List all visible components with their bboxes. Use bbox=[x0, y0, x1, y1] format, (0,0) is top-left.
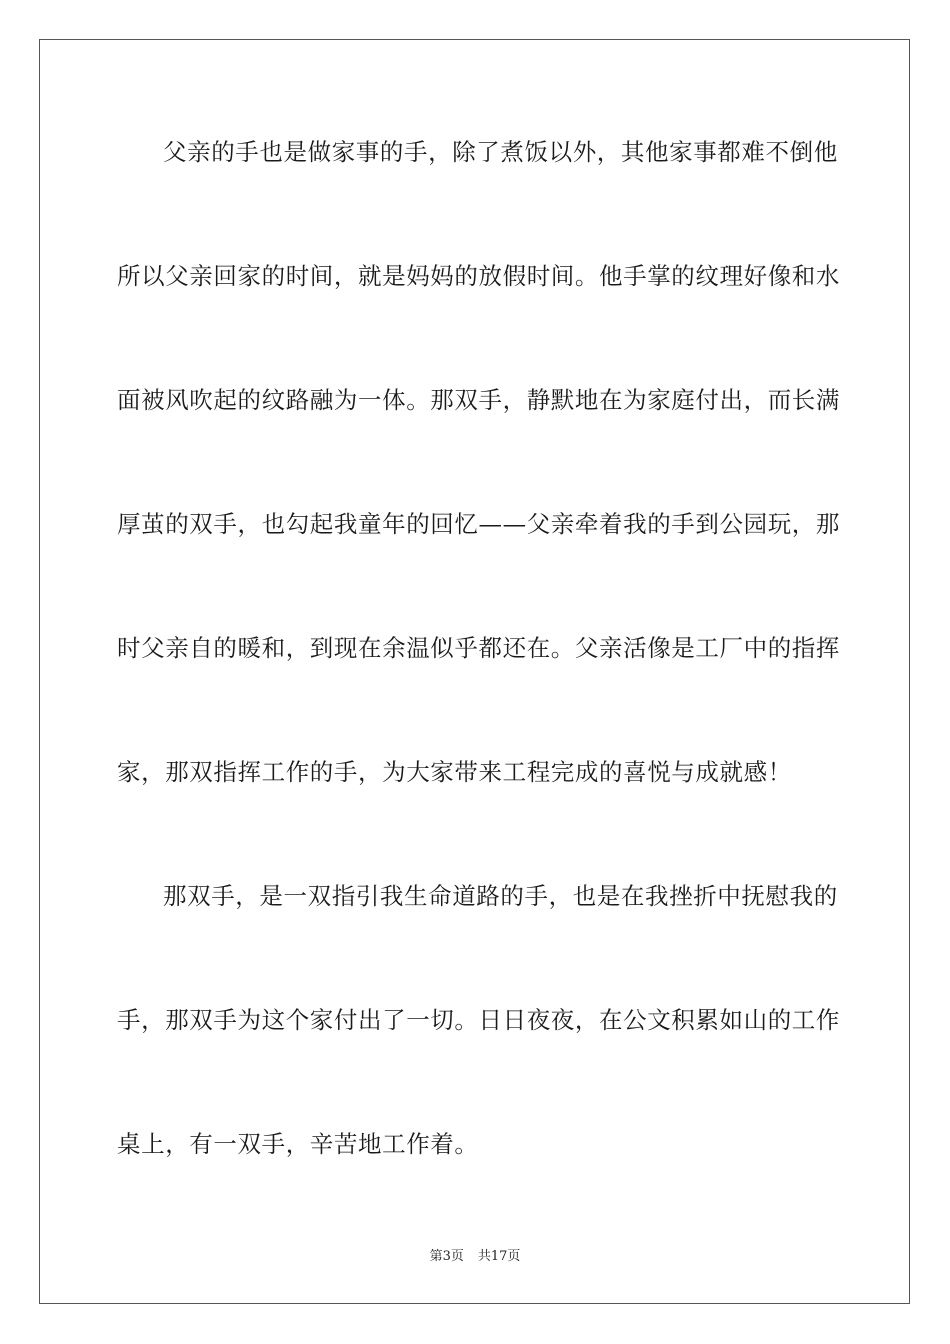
paragraph-line: 所以父亲回家的时间，就是妈妈的放假时间。他手掌的纹理好像和水 bbox=[117, 262, 840, 290]
paragraph-line: 那双手，是一双指引我生命道路的手，也是在我挫折中抚慰我的 bbox=[163, 882, 838, 910]
total-pages: 共17页 bbox=[477, 1249, 521, 1264]
paragraph-line: 父亲的手也是做家事的手，除了煮饭以外，其他家事都难不倒他 bbox=[163, 138, 838, 166]
paragraph-line: 面被风吹起的纹路融为一体。那双手，静默地在为家庭付出，而长满 bbox=[117, 386, 840, 414]
page-number: 第3页 bbox=[429, 1249, 464, 1264]
paragraph-line: 厚茧的双手，也勾起我童年的回忆——父亲牵着我的手到公园玩，那 bbox=[117, 510, 840, 538]
paragraph-line: 时父亲自的暖和，到现在余温似乎都还在。父亲活像是工厂中的指挥 bbox=[117, 634, 840, 662]
page-frame bbox=[39, 39, 910, 1304]
page-footer bbox=[0, 1248, 950, 1266]
paragraph-line: 手，那双手为这个家付出了一切。日日夜夜，在公文积累如山的工作 bbox=[117, 1006, 840, 1034]
paragraph-line: 桌上，有一双手，辛苦地工作着。 bbox=[117, 1130, 479, 1158]
paragraph-line: 家，那双指挥工作的手，为大家带来工程完成的喜悦与成就感！ bbox=[117, 758, 792, 786]
